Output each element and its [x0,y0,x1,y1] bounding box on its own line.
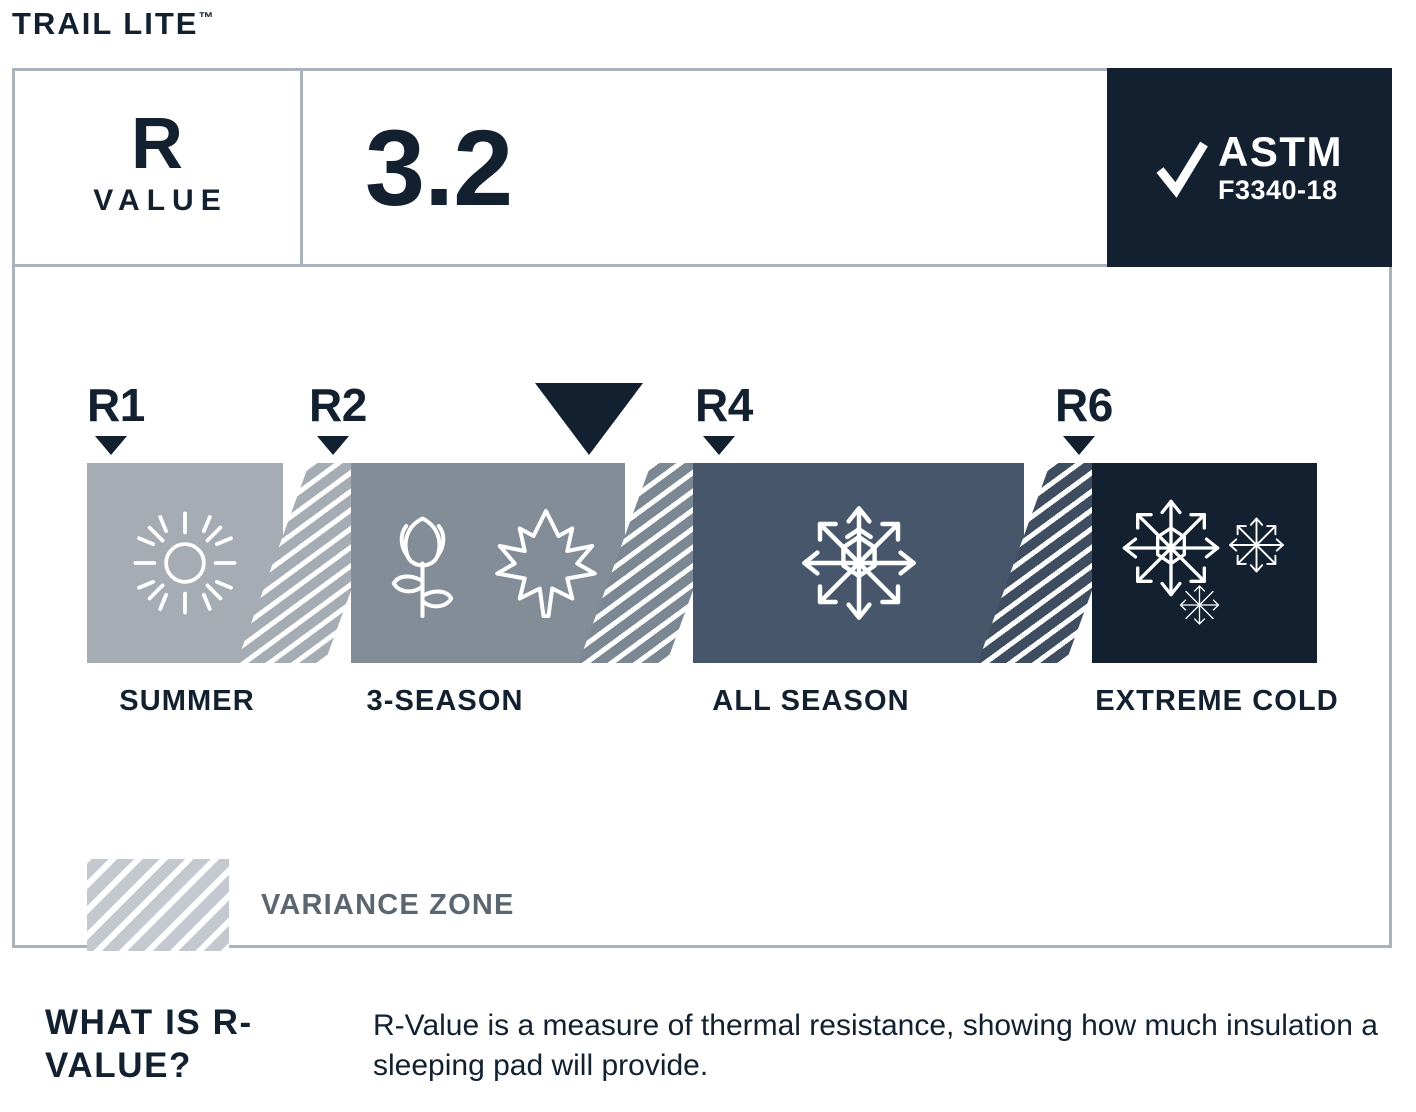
check-icon [1156,140,1208,198]
r-value-label-cell [15,71,303,264]
maple-leaf-icon [487,501,605,626]
r-value-card [12,68,1392,948]
snowflake-icon [794,498,924,628]
brand-title [12,6,213,42]
scale-tick-label: R4 [695,379,753,431]
scale-tick-r4 [695,379,753,455]
r-value-scale-area [15,325,1389,1003]
brand-name: TRAIL LITE [12,6,199,41]
scale-tick-label: R2 [309,379,367,431]
zone-3season-icon-wrap [351,463,625,663]
scale-tick-label: R1 [87,379,145,431]
astm-standard: F3340-18 [1218,174,1338,205]
variance-zone-legend [87,859,515,951]
r-value-number: 3.2 [365,106,513,228]
explanation-question: WHAT IS R-VALUE? [45,1003,253,1085]
scale-ticks [87,325,1317,455]
zone-allseason-icon-wrap [693,463,1024,663]
zone-caption-all-season: ALL SEASON [712,685,910,717]
explanation-answer: R-Value is a measure of thermal resistance, showing how much insulation a sleeping pad will provide. [373,1009,1378,1082]
scale-tick-r6 [1055,379,1113,455]
scale-tick-label: R6 [1055,379,1113,431]
r-letter: R [131,104,184,185]
value-word: VALUE [93,183,228,217]
sun-icon [126,504,244,622]
scale-tick-r2 [309,379,367,455]
scale-tick-r1 [87,379,145,455]
zone-all-season [693,463,1024,663]
zone-caption-extreme-cold: EXTREME COLD [1095,685,1339,717]
flower-icon [370,501,475,626]
astm-name: ASTM [1218,127,1343,175]
zone-captions [87,663,1339,727]
multi-snowflake-icon [1114,488,1294,638]
variance-zone-label: VARIANCE ZONE [261,888,515,921]
zone-caption-3-season: 3-SEASON [366,685,524,717]
tick-arrow-icon [317,436,349,455]
r-value-explanation [45,1002,1385,1087]
current-value-marker-icon [535,383,643,455]
tick-arrow-icon [703,436,735,455]
astm-certification-badge [1107,68,1392,267]
r-value-header-row [15,71,1389,267]
variance-zone-swatch [87,859,229,951]
zone-extreme-cold [1092,463,1317,663]
tick-arrow-icon [1063,436,1095,455]
r-value-scale-bar [87,463,1317,663]
astm-text [1218,127,1343,206]
trademark-symbol: ™ [198,9,214,27]
zone-caption-summer: SUMMER [119,685,255,717]
zone-extreme-icon-wrap [1092,463,1317,663]
r-value-number-cell [303,71,1107,264]
tick-arrow-icon [95,436,127,455]
zone-3-season [351,463,625,663]
